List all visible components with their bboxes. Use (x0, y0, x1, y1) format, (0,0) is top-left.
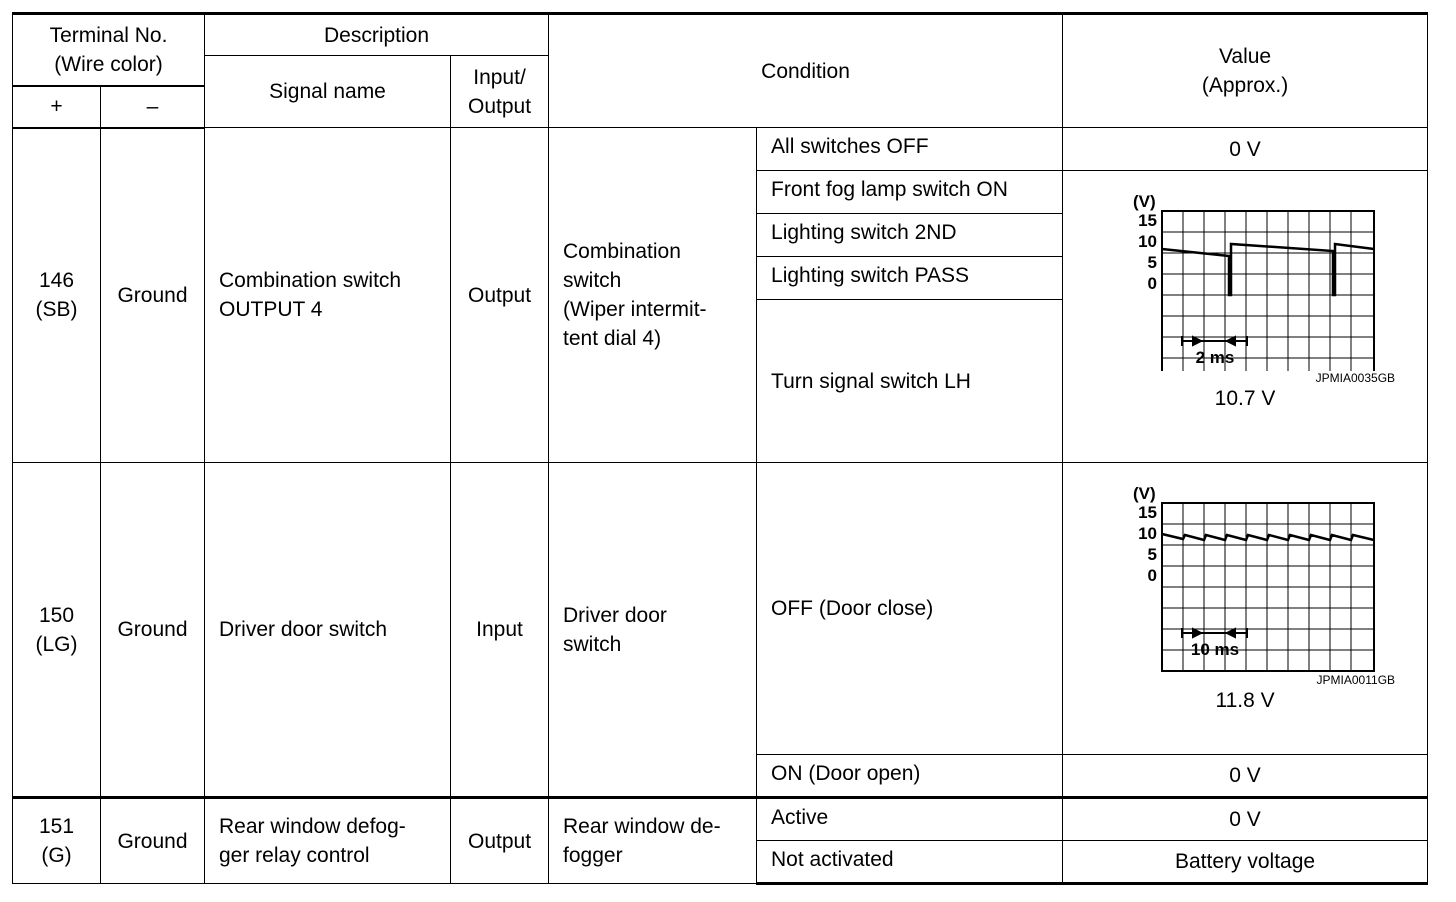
wave-timebase: 2 ms (1195, 348, 1235, 367)
sub-condition: Lighting switch 2ND (757, 214, 1063, 257)
signal-name-line: OUTPUT 4 (219, 298, 323, 321)
condition-line: switch (563, 269, 622, 292)
header-condition: Condition (549, 14, 1063, 128)
sub-condition: ON (Door open) (757, 755, 1063, 798)
wave-trace (1162, 244, 1374, 295)
condition-line: Rear window de- (563, 815, 721, 838)
value-cell: 0 V (1063, 755, 1428, 798)
header-value (1063, 14, 1428, 128)
wave-tick: 0 (1147, 274, 1158, 293)
oscilloscope-waveform (1095, 171, 1395, 371)
sub-condition: Active (757, 798, 1063, 841)
terminal-number: 151 (38, 815, 75, 838)
sub-condition: Lighting switch PASS (757, 257, 1063, 300)
wave-value: 10.7 V (1214, 387, 1276, 410)
wire-color: (G) (41, 844, 72, 867)
header-wire-color-label: (Wire color) (54, 52, 163, 76)
header-input-label: Input/ (473, 65, 526, 89)
value-cell: 0 V (1063, 798, 1428, 841)
header-description: Description (205, 14, 549, 56)
condition-line: tent dial 4) (563, 327, 662, 350)
signal-name-cell (205, 798, 451, 884)
value-cell: Battery voltage (1063, 841, 1428, 884)
ground-cell: Ground (101, 128, 205, 463)
wave-tick: 5 (1147, 253, 1158, 272)
io-cell: Input (451, 463, 549, 798)
condition-cell (549, 463, 757, 798)
wave-figure-code: JPMIA0035GB (1315, 371, 1396, 385)
header-terminal-no (13, 14, 205, 86)
wave-tick: 15 (1138, 211, 1158, 230)
wave-grid (1162, 211, 1374, 371)
wave-unit: (V) (1133, 484, 1156, 503)
ground-cell: Ground (101, 798, 205, 884)
header-output-label: Output (467, 94, 532, 118)
header-input-output (451, 56, 549, 128)
terminal-table (12, 12, 1428, 885)
waveform-cell (1063, 171, 1428, 463)
sub-condition: All switches OFF (757, 128, 1063, 171)
wave-tick: 10 (1138, 232, 1158, 251)
condition-line: Combination (563, 240, 681, 263)
signal-name-line: Combination switch (219, 269, 402, 292)
sub-condition: OFF (Door close) (757, 463, 1063, 755)
io-cell: Output (451, 128, 549, 463)
sub-condition: Turn signal switch LH (757, 300, 1063, 463)
sub-condition: Not activated (757, 841, 1063, 884)
condition-line: switch (563, 632, 622, 656)
signal-name-cell (205, 463, 451, 798)
oscilloscope-waveform (1095, 463, 1395, 673)
terminal-151 (13, 798, 101, 884)
wave-tick: 0 (1147, 566, 1158, 585)
condition-cell (549, 798, 757, 884)
condition-line: (Wiper intermit- (563, 298, 707, 321)
wave-tick: 15 (1138, 503, 1158, 522)
header-minus: – (101, 86, 205, 128)
wave-value: 11.8 V (1215, 689, 1275, 712)
wave-tick: 5 (1147, 545, 1158, 564)
wave-figure-code: JPMIA0011GB (1316, 673, 1396, 687)
signal-name-line: Rear window defog- (219, 815, 406, 838)
signal-name-line: ger relay control (219, 844, 370, 867)
value-cell: 0 V (1063, 128, 1428, 171)
signal-name-line: Driver door switch (219, 618, 388, 641)
condition-line: fogger (563, 844, 623, 867)
header-terminal-label: Terminal No. (49, 23, 168, 47)
terminal-number: 150 (38, 603, 75, 627)
header-signal-name: Signal name (205, 56, 451, 128)
ground-cell: Ground (101, 463, 205, 798)
header-approx-label: (Approx.) (1201, 74, 1289, 97)
terminal-146 (13, 128, 101, 463)
condition-cell (549, 128, 757, 463)
io-cell: Output (451, 798, 549, 884)
condition-line: Driver door (563, 603, 667, 627)
wave-timebase: 10 ms (1190, 640, 1240, 659)
signal-name-cell (205, 128, 451, 463)
terminal-number: 146 (38, 269, 75, 293)
header-plus: + (13, 86, 101, 128)
wave-unit: (V) (1133, 192, 1156, 211)
wave-tick: 10 (1138, 524, 1158, 543)
header-value-label: Value (1218, 45, 1272, 68)
sub-condition: Front fog lamp switch ON (757, 171, 1063, 214)
wire-color: (LG) (35, 632, 78, 656)
wire-color: (SB) (35, 298, 78, 322)
terminal-150 (13, 463, 101, 798)
waveform-cell (1063, 463, 1428, 755)
wave-trace (1162, 534, 1374, 540)
